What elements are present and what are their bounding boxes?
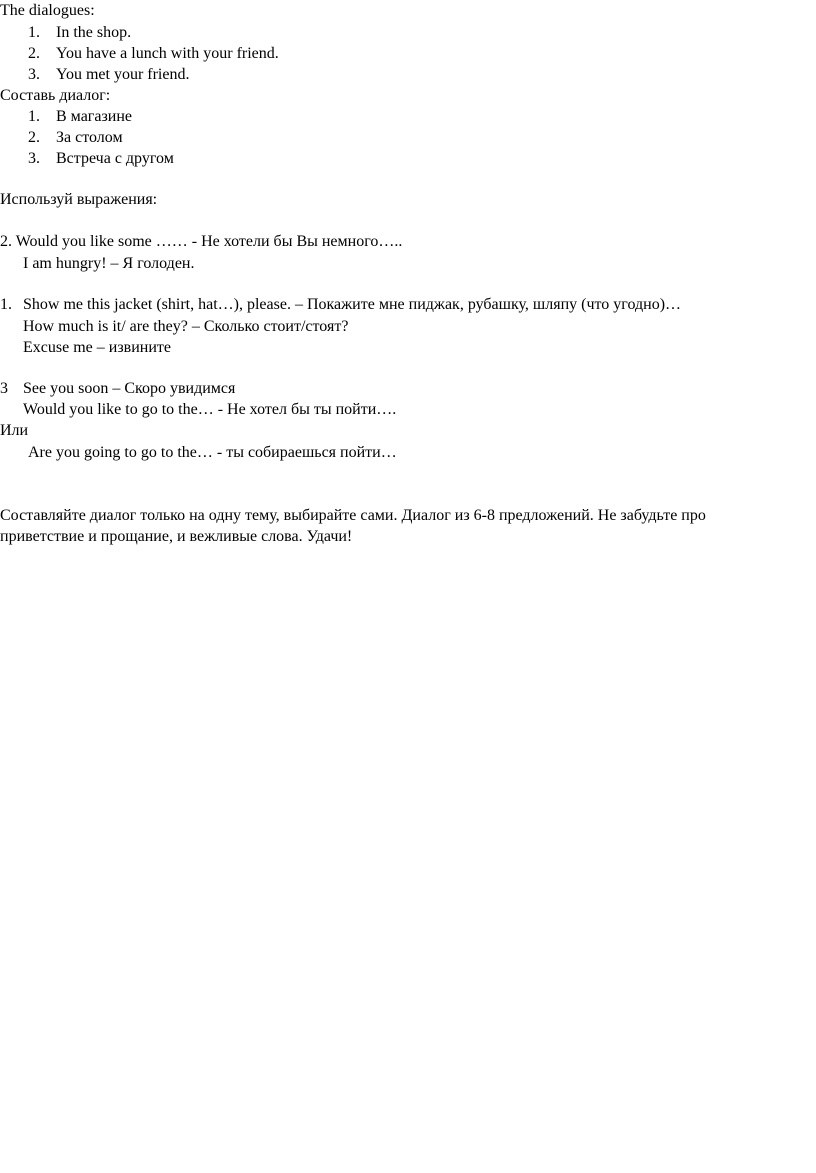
list-number: 1.	[0, 296, 12, 313]
list-number: 2.	[28, 129, 40, 146]
expression-3-line-2: Would you like to go to the… - Не хотел бы ты пойти….	[23, 401, 397, 418]
expressions-heading: Используй выражения:	[0, 191, 158, 208]
list-number: 3	[0, 380, 8, 397]
compose-heading: Составь диалог:	[0, 87, 111, 104]
compose-item-2	[0, 128, 123, 149]
list-number: 3.	[28, 150, 40, 167]
list-number: 2.	[28, 45, 40, 62]
expression-text: See you soon – Скоро увидимся	[23, 380, 236, 397]
dialogues-heading: The dialogues:	[0, 2, 95, 19]
list-item-text: You met your friend.	[56, 66, 190, 83]
list-item-text: Встреча с другом	[56, 150, 174, 167]
expression-3-or: Или	[0, 422, 29, 439]
expression-1-line-3: Excuse me – извините	[23, 339, 171, 356]
expression-2-line-2: I am hungry! – Я голоден.	[23, 255, 195, 272]
dialogue-item-2	[0, 44, 279, 65]
list-item-text: За столом	[56, 129, 123, 146]
compose-item-1	[0, 107, 132, 128]
instructions-line-1: Составляйте диалог только на одну тему, выбирайте сами. Диалог из 6-8 предложений. Не забудьте про	[0, 507, 706, 524]
list-item-text: In the shop.	[56, 24, 132, 41]
list-item-text: You have a lunch with your friend.	[56, 45, 279, 62]
list-number: 3.	[28, 66, 40, 83]
dialogue-item-3	[0, 65, 189, 86]
list-number: 1.	[28, 24, 40, 41]
expression-2-line-1: 2. Would you like some …… - Не хотели бы Вы немного…..	[0, 233, 403, 250]
expression-text: Show me this jacket (shirt, hat…), please. – Покажите мне пиджак, рубашку, шляпу (что угодно)…	[23, 296, 682, 313]
expression-3-line-3: Are you going to go to the… - ты собираешься пойти…	[28, 444, 397, 461]
instructions-line-2: приветствие и прощание, и вежливые слова. Удачи!	[0, 528, 353, 545]
compose-item-3	[0, 149, 174, 170]
expression-1-line-2: How much is it/ are they? – Сколько стоит/стоят?	[23, 318, 349, 335]
dialogue-item-1	[0, 23, 131, 44]
list-number: 1.	[28, 108, 40, 125]
expression-1-line-1	[0, 295, 681, 316]
list-item-text: В магазине	[56, 108, 132, 125]
expression-3-line-1	[0, 379, 235, 400]
